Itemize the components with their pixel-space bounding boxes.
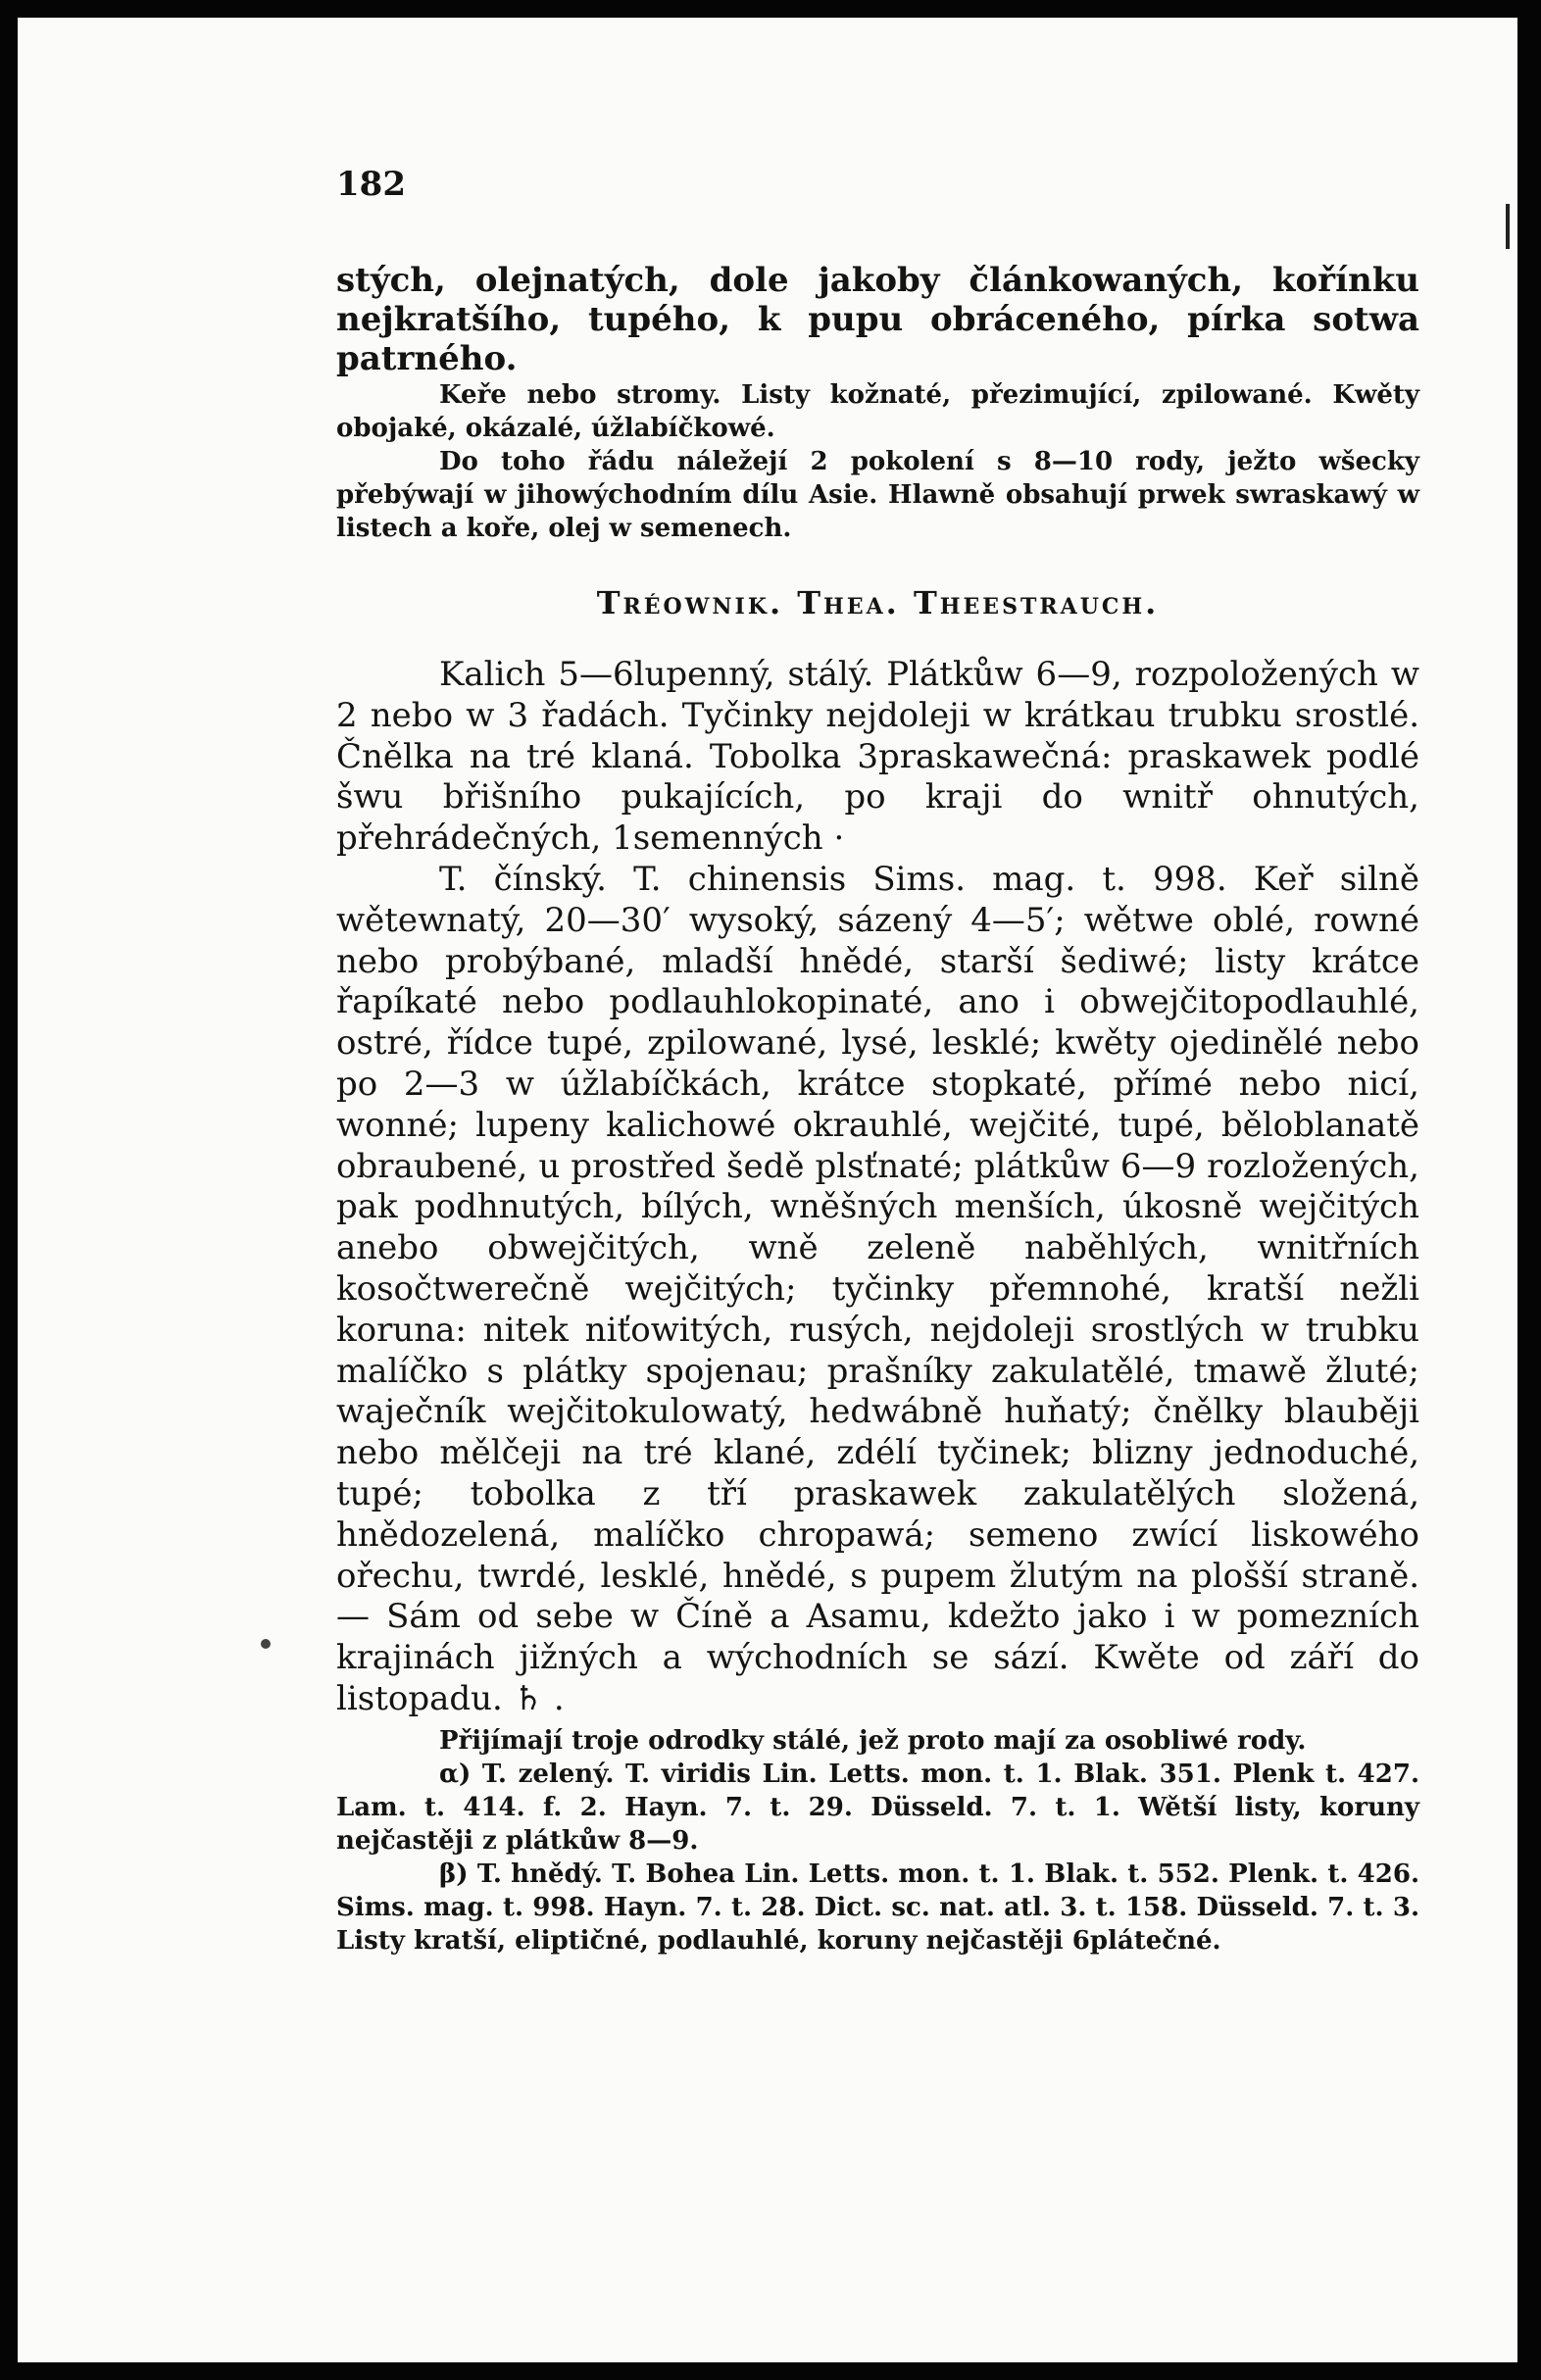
page-number: 182 [336,165,406,204]
family-paragraph-2: Do toho řádu náležejí 2 pokolení s 8—10 rody, ježto wšecky přebýwají w jihowýchodním dílu Asie. Hlawně obsahují prwek swraskawý w listech a koře, olej w semenech. [336,447,1419,543]
variety-alpha: α) T. zelený. T. viridis Lin. Letts. mon. t. 1. Blak. 351. Plenk t. 427. Lam. t. 414. f. 2. Hayn. 7. t. 29. Düsseld. 7. t. 1. Wětší listy, koruny nejčastěji z plátkůw 8—9. [336,1759,1419,1856]
genus-description: Kalich 5—6lupenný, stálý. Plátkůw 6—9, rozpoložených w 2 nebo w 3 řadách. Tyčinky nejdoleji w krátkau trubku srostlé. Čnělka na tré klaná. Tobolka 3praskawečná: praskawek podlé šwu břišního pukajících, po kraji do wnitř ohnutých, přehrádečných, 1semenných · [336,655,1419,859]
species-description: T. čínský. T. chinensis Sims. mag. t. 998. Keř silně wětewnatý, 20—30′ wysoký, sázený 4—5′; wětwe oblé, rowné nebo probýbané, mladší hnědé, starší šediwé; listy krátce řapíkaté nebo podlauhlokopinaté, ano i obwejčitopodlauhlé, ostré, řídce tupé, zpilowané, lysé, lesklé; kwěty ojedinělé nebo po 2—3 w úžlabíčkách, krátce stopkaté, přímé nebo nicí, wonné; lupeny kalichowé okrauhlé, wejčité, tupé, běloblanatě obraubené, u prostřed šedě plsťnaté; plátkůw 6—9 rozložených, pak podhnutých, bílých, wněšných menších, úkosně wejčitých anebo obwejčitých, wně zeleně naběhlých, wnitřních kosočtwerečně wejčitých; tyčinky přemnohé, kratší nežli koruna: nitek niťowitých, rusých, nejdoleji srostlých w trubku malíčko s plátky spojenau; prašníky zakulatělé, tmawě žluté; waječník wejčitokulowatý, hedwábně huňatý; čnělky blauběji nebo mělčeji na tré klané, zdélí tyčinek; blizny jednoduché, tupé; tobolka z tří praskawek zakulatělých složená, hnědozelená, malíčko chropawá; semeno zwící liskowého ořechu, twrdé, lesklé, hnědé, s pupem žlutým na plošší straně. — Sám od sebe w Číně a Asamu, kdežto jako i w pomezních krajinách jižných a wýchodních se sází. Kwěte od září do listopadu. ♄ . [336,859,1419,1718]
book-page [18,18,1517,2362]
intro-text: stých, olejnatých, dole jakoby článkowaných, kořínku nejkratšího, tupého, k pupu obráceného, pírka sotwa patrného. [336,261,1419,378]
family-paragraph-1: Keře nebo stromy. Listy kožnaté, přezimující, zpilowané. Kwěty obojaké, okázalé, úžlabíčkowé. [336,380,1419,443]
variety-beta: β) T. hnědý. T. Bohea Lin. Letts. mon. t. 1. Blak. t. 552. Plenk. t. 426. Sims. mag. t. 998. Hayn. 7. t. 28. Dict. sc. nat. atl. 3. t. 158. Düsseld. 7. t. 3. Listy kratší, eliptičné, podlauhlé, koruny nejčastěji 6plátečné. [336,1859,1419,1956]
scan-edge-mark [1506,204,1510,249]
varieties-intro: Přijímají troje odrodky stálé, jež proto mají za osobliwé rody. [439,1725,1307,1756]
page-content [336,165,1419,1958]
scan-dot [261,1639,271,1649]
genus-heading: Tréownik. Thea. Theestrauch. [596,584,1160,621]
